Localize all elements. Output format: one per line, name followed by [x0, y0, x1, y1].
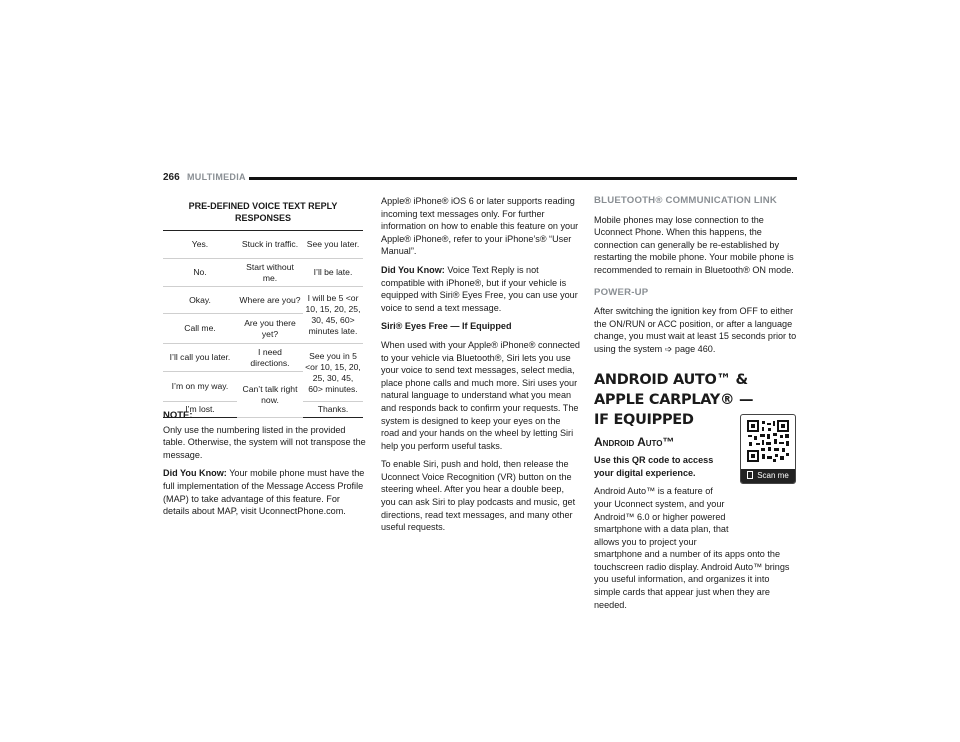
- table-row: [163, 344, 363, 372]
- power-up-text: After switching the ignition key from OFF to either the ON/RUN or ACC position, or after a language change, you must wait at least 15 seconds prior to using the system ➩ page 460.: [594, 306, 797, 354]
- qr-code[interactable]: [740, 414, 796, 484]
- column-3: [594, 195, 798, 617]
- table-cell: Are you there yet?: [237, 314, 303, 344]
- ios-paragraph: Apple® iPhone® iOS 6 or later supports reading incoming text messages only. For further information on how to enable this feature on your Apple® iPhone®, refer to your iPhone’s® “User Manual”.: [381, 196, 579, 257]
- scan-me-label: Scan me: [741, 469, 795, 483]
- did-you-know-paragraph: [381, 264, 581, 314]
- table-cell: Yes.: [163, 231, 237, 259]
- power-up-heading: POWER-UP: [594, 286, 649, 298]
- phone-icon: [747, 471, 753, 479]
- table-cell: Start without me.: [237, 259, 303, 287]
- table-cell: See you later.: [303, 231, 363, 259]
- page-header: [163, 172, 797, 186]
- did-you-know-paragraph: [163, 467, 368, 517]
- android-auto-heading: Android Auto™: [594, 434, 675, 449]
- table-cell: Okay.: [163, 287, 237, 314]
- column-1: [163, 410, 368, 524]
- page-reference-link[interactable]: page 460.: [674, 343, 716, 354]
- table-cell: I’ll call you later.: [163, 344, 237, 372]
- main-heading: ANDROID AUTO™ & APPLE CARPLAY® — IF EQUIPPED: [594, 371, 754, 428]
- section-title: MULTIMEDIA: [187, 172, 246, 182]
- bluetooth-text: Mobile phones may lose connection to the Uconnect Phone. When this happens, the connection can generally be re-established by restarting the mobile phone. Your mobile phone is recommended to remain in Bluetooth® ON mode.: [594, 214, 794, 275]
- did-you-know-text: Your mobile phone must have the full implementation of the Message Access Profile (MAP) to take advantage of this feature. For details about MAP, visit UconnectPhone.com.: [163, 468, 365, 517]
- qr-intro: Use this QR code to access your digital experience.: [594, 455, 714, 478]
- table-cell: See you in 5 <or 10, 15, 20, 25, 30, 45, 60> minutes.: [303, 344, 363, 402]
- siri-paragraph: When used with your Apple® iPhone® connected to your vehicle via Bluetooth®, Siri lets you use your voice to send text messages, select media, place phone calls and much more. Siri uses your natural language to understand what you mean and responds back to confirm your requests. The system is designed to keep your eyes on the road and your hands on the wheel by letting Siri help you perform useful tasks.: [381, 339, 580, 451]
- siri-heading: Siri® Eyes Free — If Equipped: [381, 321, 512, 332]
- table-cell: I will be 5 <or 10, 15, 20, 25, 30, 45, 60> minutes late.: [303, 287, 363, 344]
- enable-siri-paragraph: To enable Siri, push and hold, then release the Uconnect Voice Recognition (VR) button on the steering wheel. After you hear a double beep, you can ask Siri to play podcasts and music, get directions, read text messages, and many other useful requests.: [381, 459, 576, 533]
- table-cell: I’m lost.: [163, 402, 237, 418]
- android-auto-text-2: smartphone and a number of its apps onto the touchscreen radio display. Android Auto™ brings you useful information, and organizes it into simple cards that appear just when they are needed.: [594, 549, 790, 610]
- table-row: [163, 287, 363, 314]
- did-you-know-label: Did You Know:: [163, 468, 227, 479]
- arrow-right-icon: ➩: [664, 343, 673, 354]
- column-2: [381, 195, 581, 540]
- table-title: PRE-DEFINED VOICE TEXT REPLY RESPONSES: [163, 198, 363, 231]
- note-label: NOTE:: [163, 410, 193, 421]
- page-number: 266: [163, 172, 180, 183]
- did-you-know-text: Voice Text Reply is not compatible with iPhone®, but if your vehicle is equipped with Siri® Eyes Free, you can use your voice to send a text message.: [381, 264, 578, 313]
- table-row: [163, 231, 363, 259]
- note-text: Only use the numbering listed in the provided table. Otherwise, the system will not transpose the message.: [163, 424, 366, 460]
- table-cell: Call me.: [163, 314, 237, 344]
- table-cell: I’m on my way.: [163, 372, 237, 402]
- voice-reply-table: [163, 198, 363, 418]
- table-row: [163, 259, 363, 287]
- did-you-know-label: Did You Know:: [381, 264, 445, 275]
- bluetooth-heading: BLUETOOTH® COMMUNICATION LINK: [594, 195, 778, 206]
- table-cell: Stuck in traffic.: [237, 231, 303, 259]
- qr-code-icon: [746, 419, 790, 463]
- table-cell: I’ll be late.: [303, 259, 363, 287]
- table-cell: Can’t talk right now.: [237, 372, 303, 418]
- table-cell: I need directions.: [237, 344, 303, 372]
- header-rule: [249, 177, 797, 180]
- table-cell: Thanks.: [303, 402, 363, 418]
- android-auto-text-1: Android Auto™ is a feature of your Uconnect system, and your Android™ 6.0 or higher powered smartphone with a data plan, that allows you to project your: [594, 486, 729, 547]
- table-cell: No.: [163, 259, 237, 287]
- table-cell: Where are you?: [237, 287, 303, 314]
